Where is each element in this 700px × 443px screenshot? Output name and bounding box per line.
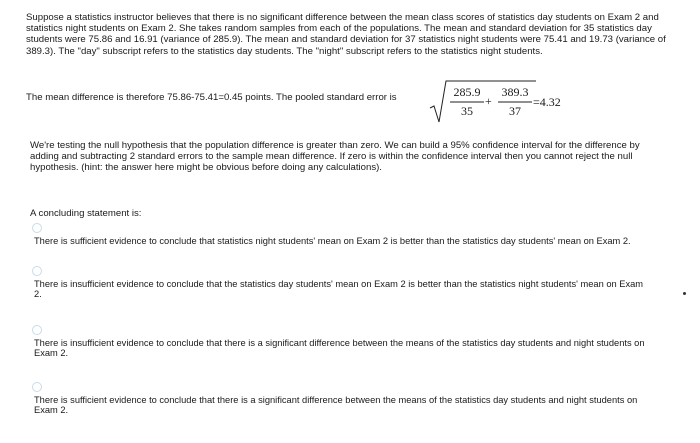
answer-option-label[interactable]: There is sufficient evidence to conclude that there is a significant difference between the means of the statistics day students and night students on Exam 2. [34,395,638,416]
radio-button[interactable] [32,223,42,233]
answer-option-label[interactable]: There is sufficient evidence to conclude that statistics night students' mean on Exam 2 is better than the statistics day students' mean on Exam 2. [34,236,631,246]
mean-difference-text: The mean difference is therefore 75.86-75.41=0.45 points. The pooled standard error is [26,92,397,103]
denominator-day-n: 35 [461,104,473,118]
denominator-night-n: 37 [509,104,521,118]
radio-button[interactable] [32,325,42,335]
answer-option-label[interactable]: There is insufficient evidence to conclude that the statistics day students' mean on Exam 2 is better than the statistics night students' mean on Exam 2. [34,279,644,300]
problem-intro: Suppose a statistics instructor believes that there is no significant difference between the mean class scores of statistics day students on Exam 2 and statistics night students on Exam 2. She takes random samples from each of the populations. The mean and standard deviation for 35 statistics day students were 75.86 and 16.91 (variance of 285.9). The mean and standard deviation for 37 statistics night students were 75.41 and 19.73 (variance of 389.3). The "day" subscript refers to the statistics day students. The "night" subscript refers to the statistics night students. [26,12,666,57]
testing-instructions: We're testing the null hypothesis that the population difference is greater than zero. We can build a 95% confidence interval for the difference by adding and subtracting 2 standard errors to the sample mean difference. If zero is within the confidence interval then you cannot reject the null hypothesis. (hint: the answer here might be obvious before doing any calculations). [30,140,640,174]
radio-button[interactable] [32,382,42,392]
plus-sign: + [485,94,492,108]
question-label: A concluding statement is: [30,208,142,219]
stray-dot [683,292,686,295]
answer-option-label[interactable]: There is insufficient evidence to conclude that there is a significant difference between the means of the statistics day students and night students on Exam 2. [34,338,645,359]
numerator-night-variance: 389.3 [501,85,529,99]
formula-result: =4.32 [533,95,561,109]
pooled-standard-error-formula [428,78,578,124]
radio-button[interactable] [32,266,42,276]
numerator-day-variance: 285.9 [453,85,481,99]
